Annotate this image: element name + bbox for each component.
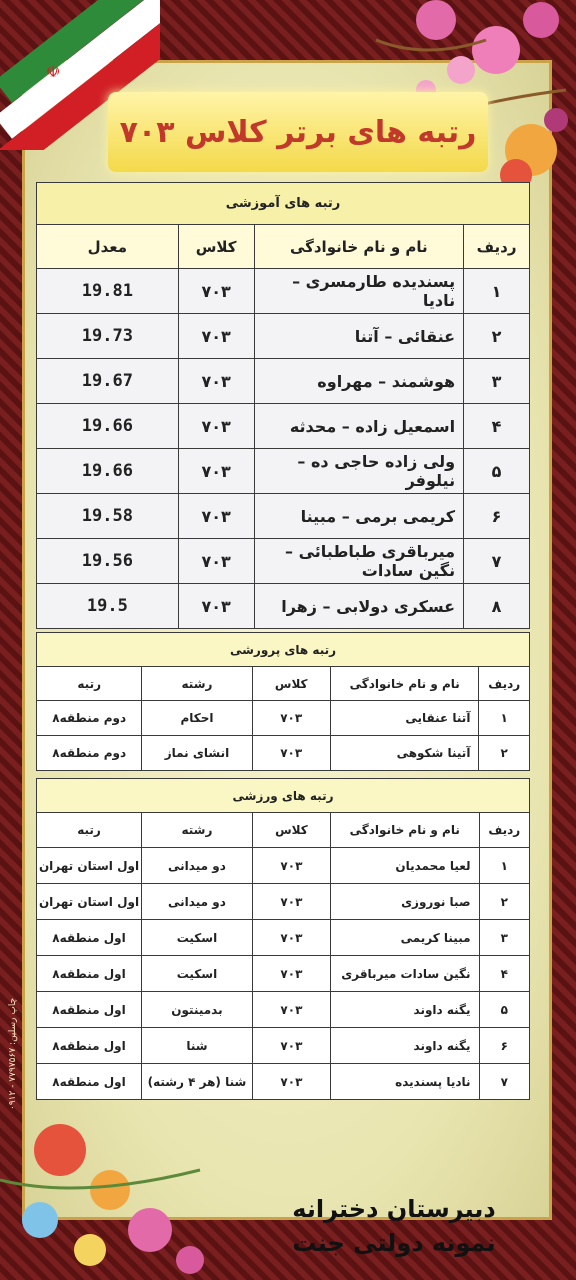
student-name: نگین سادات میرباقری [330, 956, 479, 992]
student-name: آتنا عنقایی [330, 701, 479, 736]
table-row [37, 956, 530, 992]
student-name: هوشمند – مهراوه [254, 359, 464, 404]
row-number: ۲ [464, 314, 530, 359]
header-row-number: ردیف [464, 225, 530, 269]
field-cell: شنا (هر ۴ رشته) [142, 1064, 253, 1100]
average-cell: 19.66 [37, 404, 179, 449]
average-cell: 19.5 [37, 584, 179, 629]
header-row-number: ردیف [479, 813, 529, 848]
average-cell: 19.67 [37, 359, 179, 404]
student-name: عنقائی – آتنا [254, 314, 464, 359]
student-name: نادیا پسندیده [330, 1064, 479, 1100]
row-number: ۱ [479, 848, 529, 884]
table-row [37, 920, 530, 956]
class-cell: ۷۰۳ [252, 992, 330, 1028]
header-field: رشته [142, 667, 252, 701]
class-cell: ۷۰۳ [252, 956, 330, 992]
flowers-bottom-icon [0, 1110, 230, 1280]
academic-section-title: رتبه های آموزشی [37, 183, 530, 225]
student-name: مبینا کریمی [330, 920, 479, 956]
row-number: ۸ [464, 584, 530, 629]
class-cell: ۷۰۳ [178, 269, 254, 314]
student-name: لعیا محمدیان [330, 848, 479, 884]
table-row [37, 848, 530, 884]
field-cell: بدمینتون [142, 992, 253, 1028]
header-class: کلاس [178, 225, 254, 269]
table-row [37, 736, 530, 771]
rank-cell: اول منطقه۸ [37, 956, 142, 992]
row-number: ۵ [479, 992, 529, 1028]
header-full-name: نام و نام خانوادگی [330, 667, 479, 701]
rank-cell: دوم منطقه۸ [37, 701, 142, 736]
academic-ranks-table [36, 182, 530, 629]
cultural-ranks-table [36, 632, 530, 771]
header-rank: رتبه [37, 813, 142, 848]
average-cell: 19.56 [37, 539, 179, 584]
average-cell: 19.73 [37, 314, 179, 359]
student-name: آتینا شکوهی [330, 736, 479, 771]
student-name: یگنه داوند [330, 1028, 479, 1064]
class-cell: ۷۰۳ [178, 449, 254, 494]
class-cell: ۷۰۳ [178, 539, 254, 584]
row-number: ۷ [479, 1064, 529, 1100]
page-title: رتبه های برتر کلاس ۷۰۳ [119, 114, 477, 150]
row-number: ۶ [479, 1028, 529, 1064]
row-number: ۴ [464, 404, 530, 449]
class-cell: ۷۰۳ [252, 920, 330, 956]
average-cell: 19.66 [37, 449, 179, 494]
average-cell: 19.58 [37, 494, 179, 539]
class-cell: ۷۰۳ [252, 1028, 330, 1064]
sports-ranks-table [36, 778, 530, 1100]
student-name: صبا نوروزی [330, 884, 479, 920]
class-cell: ۷۰۳ [178, 359, 254, 404]
field-cell: دو میدانی [142, 848, 253, 884]
class-cell: ۷۰۳ [252, 848, 330, 884]
school-name [244, 1192, 544, 1260]
header-class: کلاس [252, 813, 330, 848]
row-number: ۷ [464, 539, 530, 584]
table-row [37, 1064, 530, 1100]
table-row [37, 314, 530, 359]
class-cell: ۷۰۳ [252, 884, 330, 920]
row-number: ۳ [479, 920, 529, 956]
class-cell: ۷۰۳ [178, 494, 254, 539]
row-number: ۱ [479, 701, 530, 736]
table-row [37, 449, 530, 494]
school-name-line2: نمونه دولتی جنت [292, 1229, 496, 1257]
rank-cell: اول منطقه۸ [37, 992, 142, 1028]
row-number: ۵ [464, 449, 530, 494]
table-row [37, 584, 530, 629]
header-field: رشته [142, 813, 253, 848]
class-cell: ۷۰۳ [252, 701, 330, 736]
table-row [37, 884, 530, 920]
class-cell: ۷۰۳ [252, 736, 330, 771]
title-banner [108, 92, 488, 172]
class-cell: ۷۰۳ [178, 584, 254, 629]
table-row [37, 539, 530, 584]
field-cell: احکام [142, 701, 252, 736]
field-cell: اسکیت [142, 920, 253, 956]
row-number: ۳ [464, 359, 530, 404]
class-cell: ۷۰۳ [252, 1064, 330, 1100]
print-credit: چاپ رسلین: ۷۷۹۷۵۶۷ - ۰۹۱۲ [8, 997, 18, 1110]
rank-cell: دوم منطقه۸ [37, 736, 142, 771]
iran-flag-icon: ☫ [0, 0, 160, 150]
table-row [37, 992, 530, 1028]
field-cell: اسکیت [142, 956, 253, 992]
class-cell: ۷۰۳ [178, 314, 254, 359]
row-number: ۲ [479, 736, 530, 771]
row-number: ۲ [479, 884, 529, 920]
student-name: یگنه داوند [330, 992, 479, 1028]
student-name: اسمعیل زاده – محدثه [254, 404, 464, 449]
rank-cell: اول منطقه۸ [37, 1064, 142, 1100]
table-row [37, 404, 530, 449]
class-cell: ۷۰۳ [178, 404, 254, 449]
header-full-name: نام و نام خانوادگی [254, 225, 464, 269]
header-rank: رتبه [37, 667, 142, 701]
student-name: میرباقری طباطبائی – نگین سادات [254, 539, 464, 584]
cultural-section-title: رتبه های پرورشی [37, 633, 530, 667]
rank-cell: اول استان تهران [37, 884, 142, 920]
field-cell: انشای نماز [142, 736, 252, 771]
table-row [37, 269, 530, 314]
rank-cell: اول منطقه۸ [37, 1028, 142, 1064]
header-row-number: ردیف [479, 667, 530, 701]
student-name: پسندیده طارمسری – نادیا [254, 269, 464, 314]
sports-section-title: رتبه های ورزشی [37, 779, 530, 813]
table-row [37, 494, 530, 539]
student-name: عسکری دولابی – زهرا [254, 584, 464, 629]
header-average: معدل [37, 225, 179, 269]
field-cell: دو میدانی [142, 884, 253, 920]
row-number: ۶ [464, 494, 530, 539]
header-class: کلاس [252, 667, 330, 701]
field-cell: شنا [142, 1028, 253, 1064]
school-name-line1: دبیرستان دخترانه [292, 1195, 496, 1223]
student-name: ولی زاده حاجی ده – نیلوفر [254, 449, 464, 494]
table-row [37, 359, 530, 404]
student-name: کریمی برمی – مبینا [254, 494, 464, 539]
table-row [37, 1028, 530, 1064]
rank-cell: اول استان تهران [37, 848, 142, 884]
row-number: ۱ [464, 269, 530, 314]
row-number: ۴ [479, 956, 529, 992]
header-full-name: نام و نام خانوادگی [330, 813, 479, 848]
rank-cell: اول منطقه۸ [37, 920, 142, 956]
average-cell: 19.81 [37, 269, 179, 314]
table-row [37, 701, 530, 736]
